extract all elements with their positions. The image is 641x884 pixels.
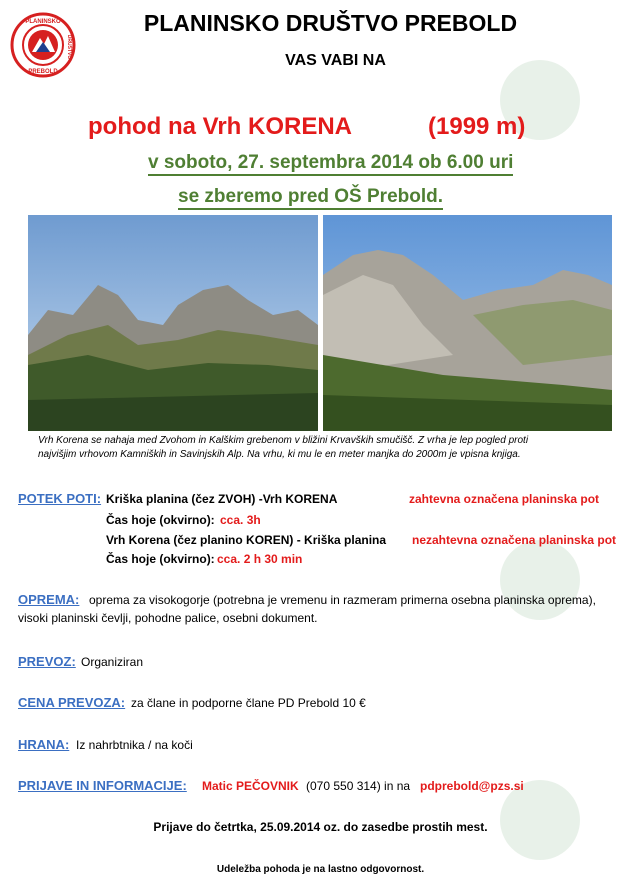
route-leg-1: Kriška planina (čez ZVOH) -Vrh KORENA xyxy=(106,492,338,506)
route-leg-1-difficulty: zahtevna označena planinska pot xyxy=(409,492,600,506)
logo-side-text: DRUŠTVO xyxy=(66,34,72,60)
route-leg-2-difficulty: nezahtevna označena planinska pot xyxy=(412,533,617,547)
route-time-label-1: Čas hoje (okvirno): xyxy=(106,513,215,527)
responsibility-note: Udeležba pohoda je na lastno odgovornost. xyxy=(216,864,425,875)
food-label: HRANA: xyxy=(18,737,70,752)
route-time-2: cca. 2 h 30 min xyxy=(217,552,303,566)
equipment-line-1: oprema za visokogorje (potrebna je vremenu in razmeram primerna osebna planinska oprema), xyxy=(89,593,596,607)
transport-price-label: CENA PREVOZA: xyxy=(18,695,126,710)
route-time-label-2: Čas hoje (okvirno): xyxy=(106,552,215,566)
caption-line-2: najvišjim vrhovom Kamniških in Savinjskih Alp. Na vrhu, ki mu le en meter manjka do 2000m je vpisna knjiga. xyxy=(38,449,521,460)
route-leg-2: Vrh Korena (čez planino KOREN) - Kriška planina xyxy=(106,533,387,547)
route-time-1: cca. 3h xyxy=(220,513,261,527)
transport-label: PREVOZ: xyxy=(18,654,76,669)
signup-phone: (070 550 314) in na xyxy=(306,779,411,793)
transport-price-value: za člane in podporne člane PD Prebold 10 € xyxy=(131,696,366,710)
organization-title: PLANINSKO DRUŠTVO PREBOLD xyxy=(143,10,518,36)
signup-deadline: Prijave do četrtka, 25.09.2014 oz. do zasedbe prostih mest. xyxy=(153,820,488,834)
equipment-line-2: visoki planinski čevlji, pohodne palice, osebni dokument. xyxy=(18,611,318,625)
food-value: Iz nahrbtnika / na koči xyxy=(76,738,193,752)
mountain-photo-1 xyxy=(28,215,318,431)
signup-label: PRIJAVE IN INFORMACIJE: xyxy=(18,778,187,793)
meeting-point: se zberemo pred OŠ Prebold. xyxy=(178,186,443,210)
event-date: v soboto, 27. septembra 2014 ob 6.00 uri xyxy=(148,152,513,176)
signup-email[interactable]: pdprebold@pzs.si xyxy=(420,779,524,793)
route-label: POTEK POTI: xyxy=(18,491,102,506)
hike-altitude: (1999 m) xyxy=(428,113,526,140)
mountain-photo-2 xyxy=(323,215,612,431)
caption-line-1: Vrh Korena se nahaja med Zvohom in Kalškim grebenom v bližini Krvavških smučišč. Z vrha je lep pogled proti xyxy=(38,435,529,446)
transport-value: Organiziran xyxy=(81,655,144,669)
equipment-label: OPREMA: xyxy=(18,592,80,607)
photo-caption xyxy=(38,434,618,462)
logo-top-text: PLANINSKO xyxy=(25,19,61,25)
invitation-subtitle: VAS VABI NA xyxy=(285,52,386,69)
signup-contact-name: Matic PEČOVNIK xyxy=(202,779,299,793)
logo-bottom-text: PREBOLD xyxy=(28,69,58,75)
hike-title: pohod na Vrh KORENA xyxy=(88,113,352,140)
